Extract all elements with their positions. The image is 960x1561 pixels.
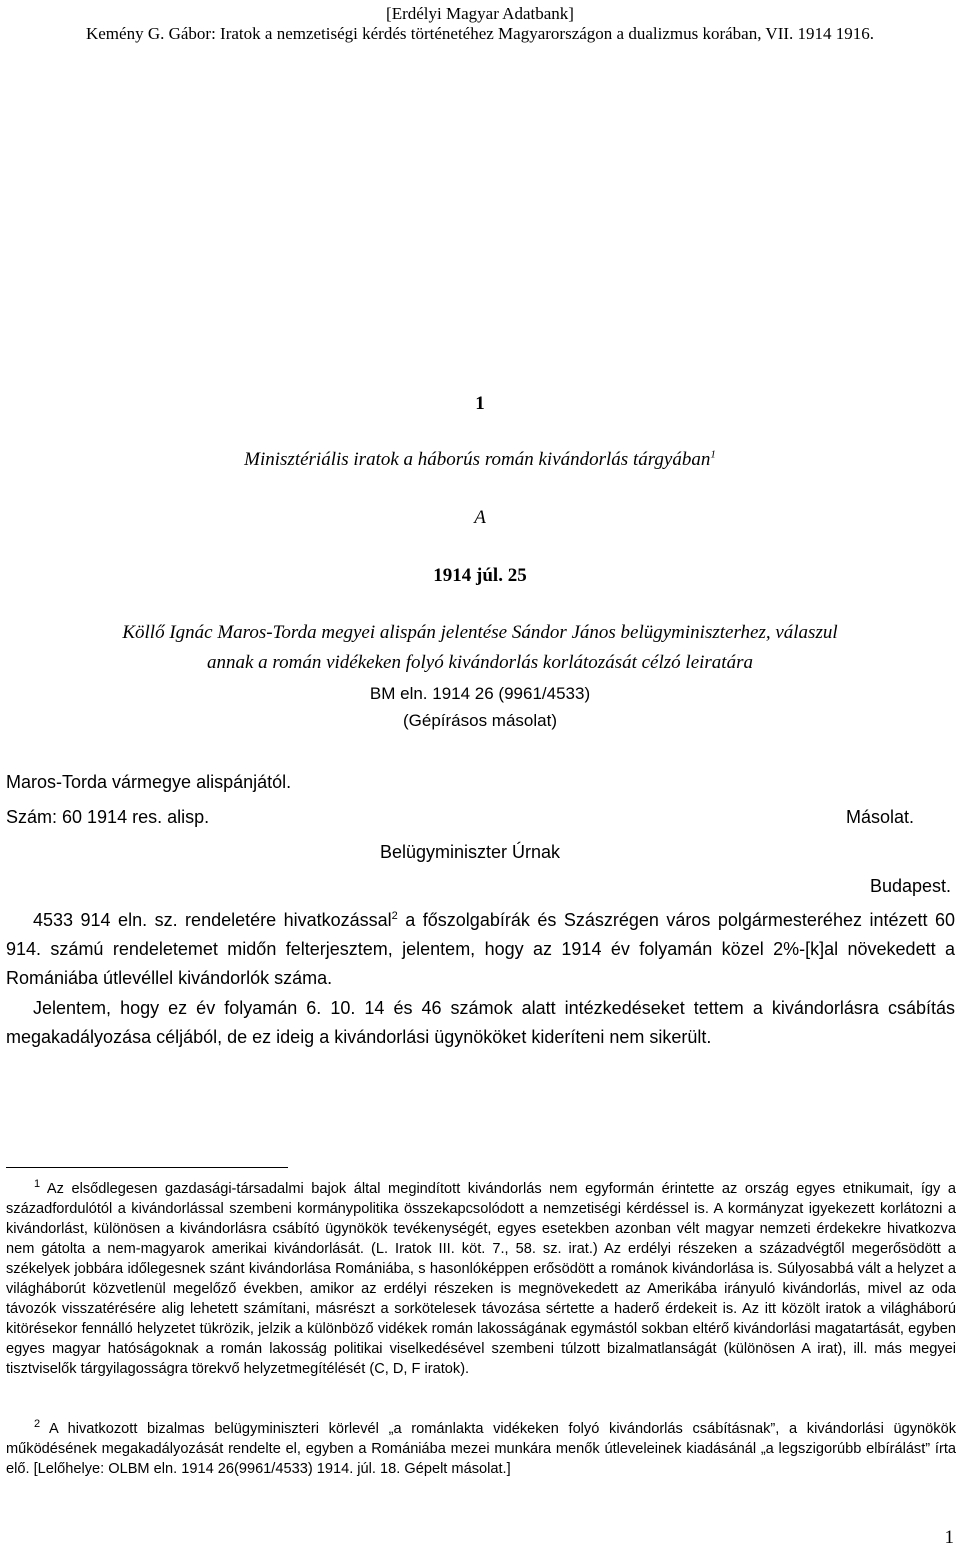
section-title-line	[0, 449, 960, 471]
footnote-separator	[6, 1167, 288, 1168]
footnote-ref-1[interactable]: 1	[710, 448, 716, 461]
footnote-2: $^2$ A hivatkozott bizalmas belügyminiszteri körlevél „a románlakta vidékeken folyó kivándorlás csábításnak”, a kivándorlási ügynökök működésének megakadályozását rendelte el, egyben a Romániába mezei munkára menők útleveleinek kiadásánál „a legszigorúbb elbírálást” írta elő. [Lelőhelye: OLBM eln. 1914 26(9961/4533) 1914. júl. 18. Gépelt másolat.]	[6, 1418, 956, 1477]
body-paragraph-2: Jelentem, hogy ez év folyamán 6. 10. 14 és 46 számok alatt intézkedéseket tettem a kivándorlásra csábítás megakadályozása céljából, de ez ideig a kivándorlási ügynököket kideríteni nem sikerült.	[6, 998, 955, 1047]
addressee: Belügyminiszter Úrnak	[380, 842, 561, 862]
document-date: 1914 júl. 25	[433, 565, 527, 586]
summary-line-2: annak a román vidékeken folyó kivándorlás korlátozását célzó leiratára	[207, 652, 753, 673]
body-paragraph-1: 4533 914 eln. sz. rendeletére hivatkozással$^2$ a főszolgabírák és Szászrégen város polgármesteréhez intézett 60 914. számú rendeletemet midőn felterjesztem, jelentem, hogy az 1914 év folyamán közel 2%-[k]al növekedett a Romániába útlevéllel kivándorlók száma.	[6, 910, 956, 988]
section-title: Minisztériális iratok a háborús román kivándorlás tárgyában	[244, 449, 711, 470]
summary-line-1: Köllő Ignác Maros-Torda megyei alispán jelentése Sándor János belügyminiszterhez, válaszul	[122, 622, 838, 643]
document-number: 1	[475, 393, 485, 414]
copy-type: (Gépírásos másolat)	[403, 711, 557, 730]
page-number: 1	[944, 1527, 954, 1548]
footnote-1: $^1$ Az elsődlegesen gazdasági-társadalmi bajok által megindított kivándorlás nem egyformán érintette az ország egyes etnikumait, így a századfordulótól a kivándorlással szembeni kormánypolitika összekapcsolódott a nemzetiségi kérdéssel is. A kormányzat igyekezett korlátozni a kivándorlást, különösen a kivándorlásra csábító ügynökök tevékenységét, egyes esetekben azonban vélt magyar nemzeti érdekekre hivatkozva nem gátolta a nem-magyarok amerikai kivándorlását. (L. Iratok III. köt. 7., 58. sz. irat.) Az erdélyi részeken a századvégtől megerősödött a székelyek jobbára időlegesnek szánt kivándorlása Romániába, s hasonlóképpen erősödött a románok kivándorlása is. Súlyosabbá vált a helyzet a világháborút közvetlenül megelőző években, amikor az erdélyi részeken is megnövekedett az Amerikába irányuló kivándorlás, mivel az oda távozók visszatérésére alig lehetett számítani, másrészt a sorkötelesek távozása sértette a haderő érdekeit is. Az itt közölt iratok a világháború kitörésekor fennálló helyzetet tükrözik, jelzik a különböző vidékek román lakosságának egymástól sokban eltérő kivándorlási magatartását, egyben egyes magyar hatóságoknak a román lakosság politikai viselkedésével szembeni túlzott bizalmatlanságát (különösen A irat), ill. más megyei tisztviselők tárgyilagosságra törekvő helyzetmegítélését (C, D, F iratok).	[6, 1178, 956, 1377]
citation-header: Kemény G. Gábor: Iratok a nemzetiségi kérdés történetéhez Magyarországon a dualizmus korában, VII. 1914 1916.	[85, 24, 875, 43]
source-header: [Erdélyi Magyar Adatbank]	[386, 4, 574, 23]
sub-letter: A	[474, 507, 486, 528]
file-number: Szám: 60 1914 res. alisp.	[6, 807, 210, 827]
copy-mark: Másolat.	[846, 807, 915, 827]
footnote-ref-2[interactable]: 2	[391, 910, 398, 922]
sender: Maros-Torda vármegye alispánjától.	[6, 772, 292, 792]
archive-reference: BM eln. 1914 26 (9961/4533)	[369, 684, 591, 703]
place: Budapest.	[870, 876, 952, 896]
